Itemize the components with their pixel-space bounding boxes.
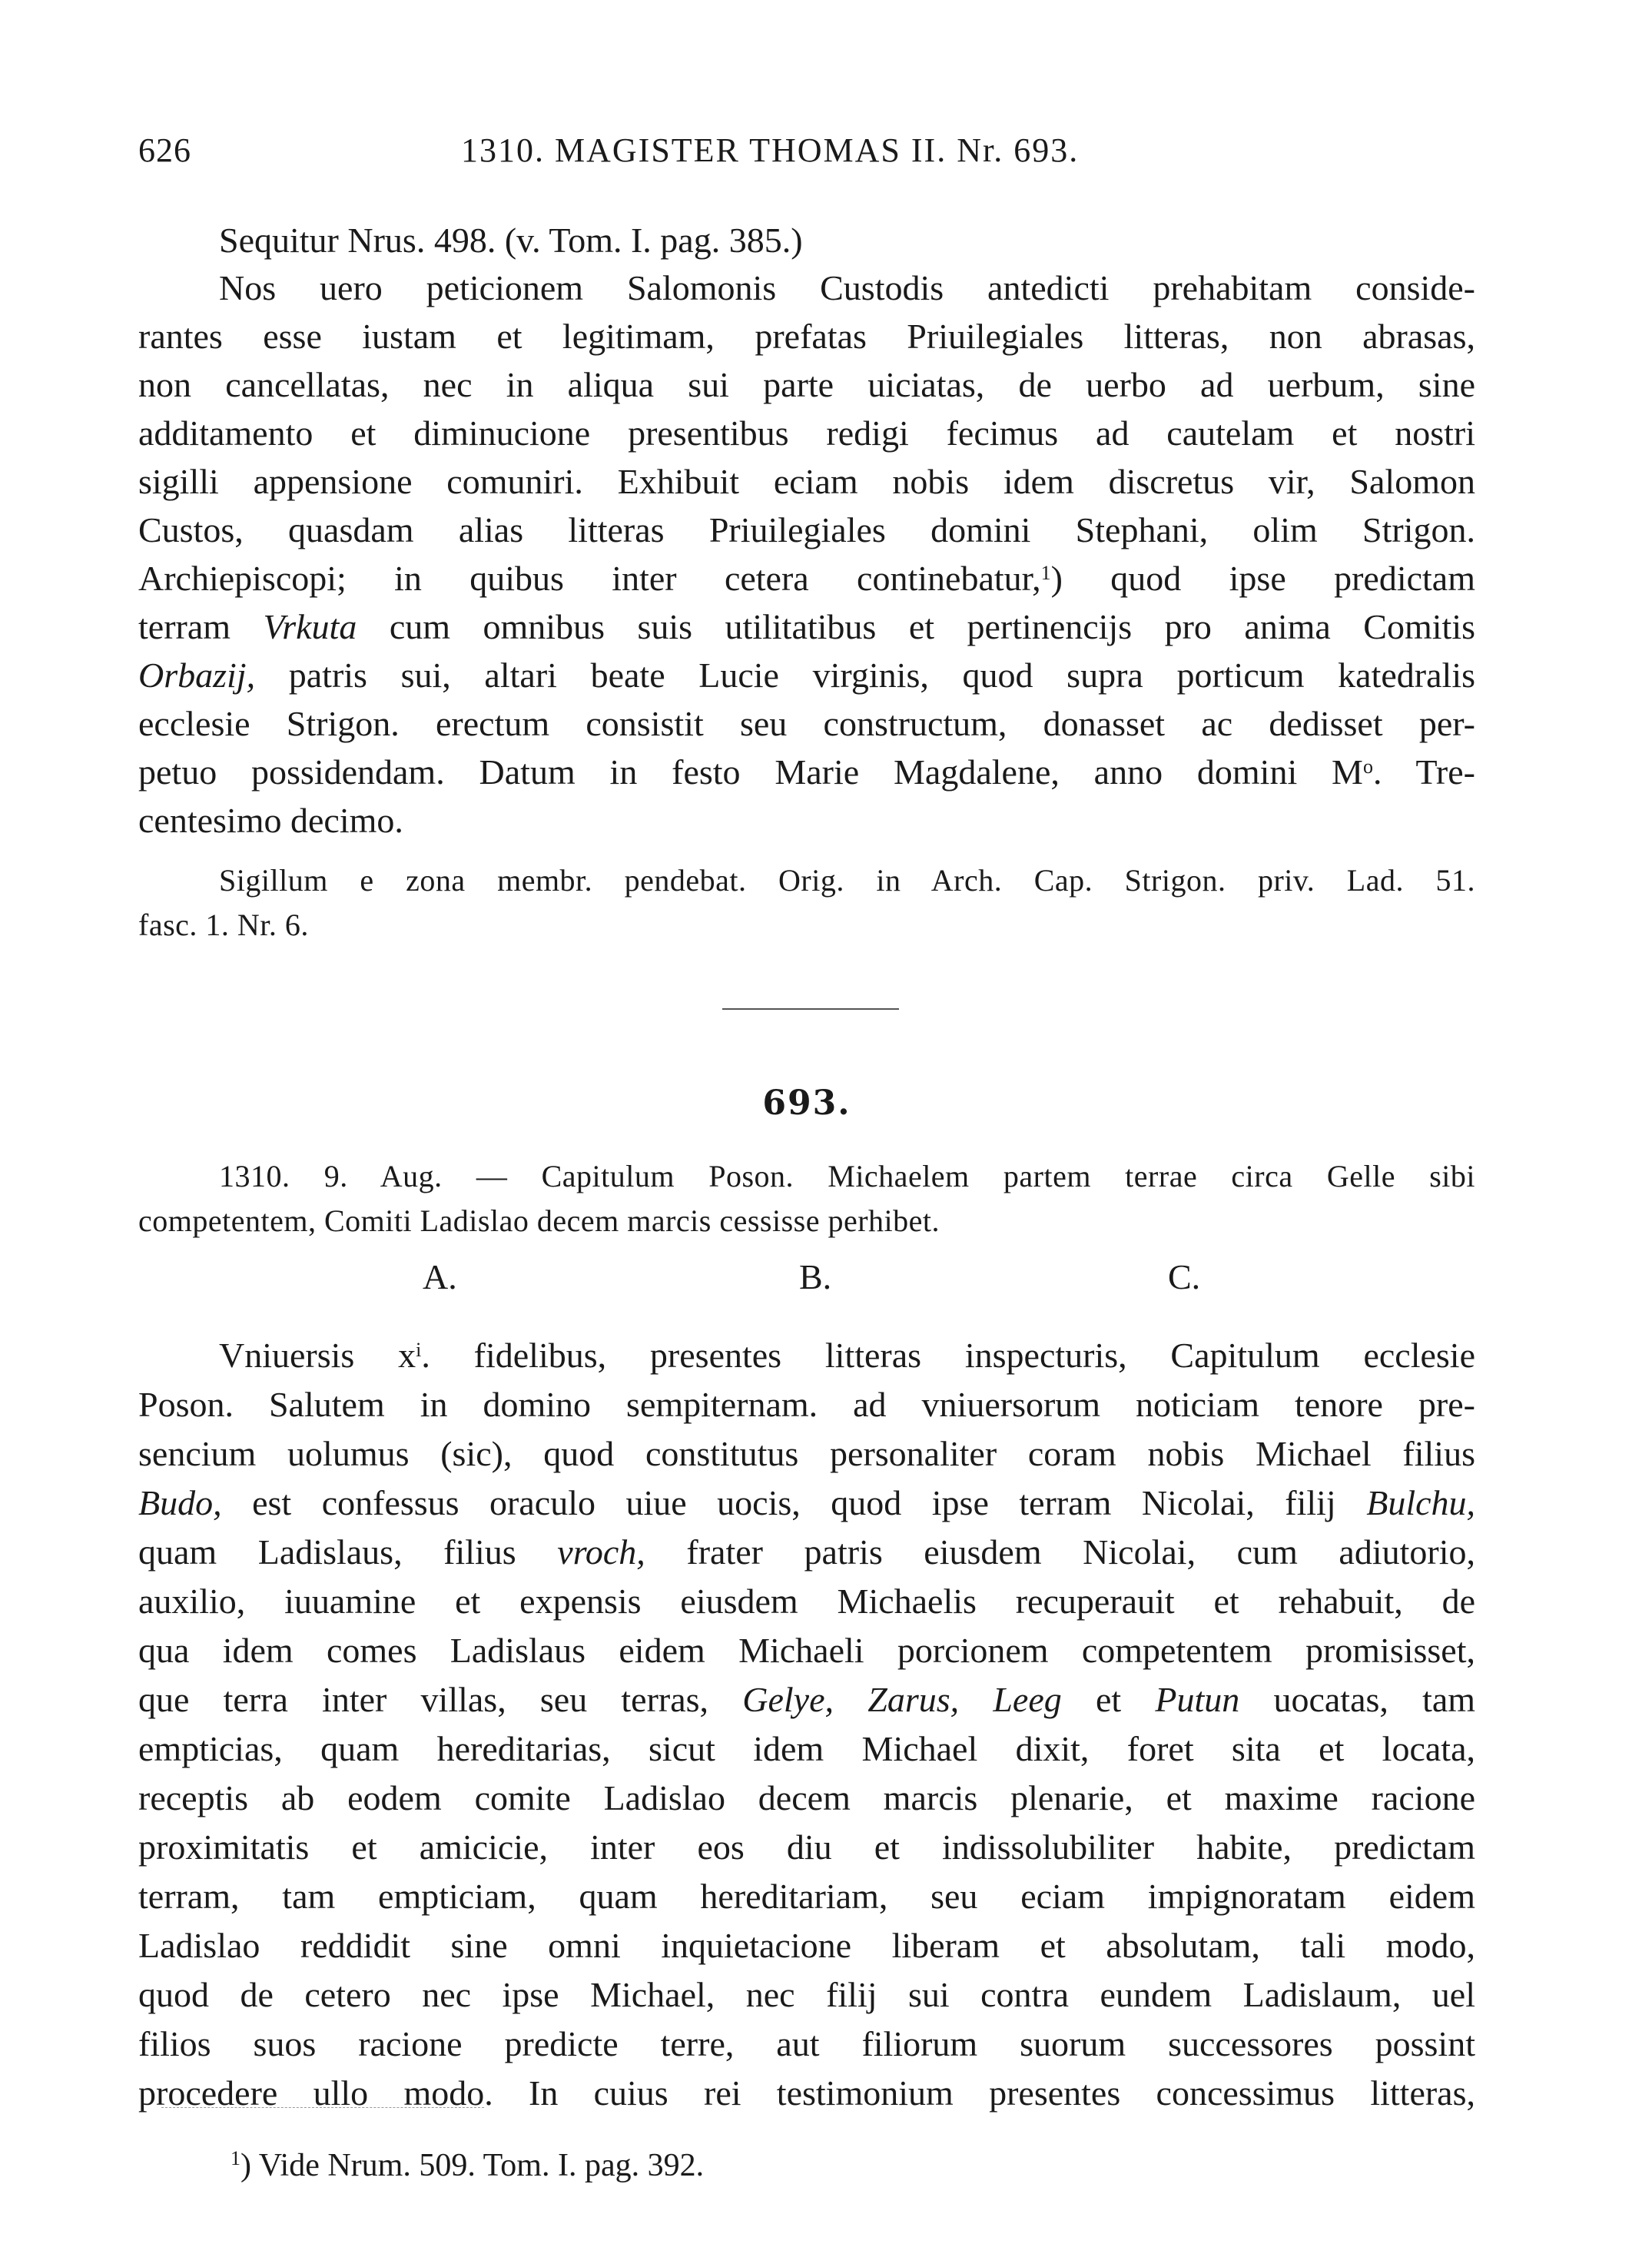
place-name: Putun (1155, 1680, 1240, 1719)
person-name: vroch, (557, 1532, 645, 1572)
text-line: non cancellatas, nec in aliqua sui parte uiciatas, de uerbo ad uerbum, sine (138, 365, 1475, 404)
version-b: B. (799, 1257, 832, 1296)
superscript: i (416, 1339, 422, 1361)
text-fragment: que terra inter villas, seu terras, (138, 1680, 709, 1719)
running-title: 1310. MAGISTER THOMAS II. Nr. 693. (461, 131, 1080, 169)
text-line: empticias, quam hereditarias, sicut idem Michael dixit, foret sita et locata, (138, 1729, 1475, 1768)
regest-line: competentem, Comiti Ladislao decem marcis cessisse perhibet. (138, 1203, 940, 1238)
text-fragment: . Tre- (1372, 752, 1475, 792)
running-head (138, 131, 1475, 177)
footnote-text: ) Vide Nrum. 509. Tom. I. pag. 392. (241, 2148, 705, 2183)
document-number: 693. (762, 1084, 851, 1123)
text-fragment: patris sui, altari beate Lucie virginis, quod supra porticum katedralis (288, 656, 1475, 695)
text-line: filios suos racione predicte terre, aut filiorum suorum successores possint (138, 2024, 1475, 2063)
person-name: Bulchu, (1366, 1483, 1476, 1522)
text-line: proximitatis et amicicie, inter eos diu et indissolubiliter habite, predictam (138, 1827, 1475, 1867)
place-name: Vrkuta (263, 607, 357, 646)
text-line: Nos uero peticionem Salomonis Custodis antedicti prehabitam conside- (219, 268, 1475, 307)
text-line: rantes esse iustam et legitimam, prefatas Priuilegiales litteras, non abrasas, (138, 317, 1475, 356)
text-line: procedere ullo modo. In cuius rei testimonium presentes concessimus litteras, (138, 2073, 1475, 2113)
book-page (138, 0, 1475, 2267)
text-line: ecclesie Strigon. erectum consistit seu constructum, donasset ac dedisset per- (138, 704, 1475, 743)
text-fragment: Vniuersis x (219, 1336, 416, 1375)
text-line (138, 1528, 1475, 1576)
footnote-mark: 1 (231, 2147, 241, 2169)
text-fragment: terram (138, 607, 231, 646)
place-name: Zarus, (867, 1680, 960, 1719)
text-line (138, 748, 1475, 796)
text-line: Poson. Salutem in domino sempiternam. ad vniuersorum noticiam tenore pre- (138, 1385, 1475, 1424)
place-name: Leeg (993, 1680, 1062, 1719)
text-line (138, 1332, 1475, 1379)
superscript: o (1362, 755, 1373, 778)
text-fragment: quod ipse predictam (1110, 559, 1475, 598)
regest-line: 1310. 9. Aug. — Capitulum Poson. Michaelem partem terrae circa Gelle sibi (219, 1159, 1475, 1193)
version-c: C. (1168, 1257, 1201, 1296)
footnote-rule (161, 2107, 484, 2108)
footnote (231, 2144, 704, 2187)
text-line: qua idem comes Ladislaus eidem Michaeli porcionem competentem promisisset, (138, 1631, 1475, 1670)
text-line: auxilio, iuuamine et expensis eiusdem Michaelis recuperauit et rehabuit, de (138, 1582, 1475, 1621)
sequitur-line: Sequitur Nrus. 498. (v. Tom. I. pag. 385.) (219, 221, 803, 260)
text-line: additamento et diminucione presentibus redigi fecimus ad cautelam et nostri (138, 413, 1475, 453)
text-line: receptis ab eodem comite Ladislao decem marcis plenarie, et maxime racione (138, 1778, 1475, 1817)
text-fragment: frater patris eiusdem Nicolai, cum adiutorio, (686, 1532, 1475, 1572)
text-line: sigilli appensione comuniri. Exhibuit eciam nobis idem discretus vir, Salomon (138, 462, 1475, 501)
text-line: terram, tam empticiam, quam hereditariam, seu eciam impignoratam eidem (138, 1877, 1475, 1916)
place-name: Gelye, (742, 1680, 834, 1719)
text-line (138, 1479, 1475, 1527)
text-line: quod de cetero nec ipse Michael, nec filij sui contra eundem Ladislaum, uel (138, 1975, 1475, 2014)
footnote-ref[interactable]: 1 (1040, 562, 1051, 584)
version-sigla (138, 1256, 1475, 1303)
seal-note: Sigillum e zona membr. pendebat. Orig. in Arch. Cap. Strigon. priv. Lad. 51. (219, 863, 1475, 898)
text-line: sencium uolumus (sic), quod constitutus personaliter coram nobis Michael filius (138, 1434, 1475, 1473)
page-number: 626 (138, 131, 191, 169)
text-fragment: est confessus oraculo uiue uocis, quod ipse terram Nicolai, filij (252, 1483, 1336, 1522)
text-line: centesimo decimo. (138, 801, 403, 840)
text-fragment: quam Ladislaus, filius (138, 1532, 516, 1572)
text-fragment: uocatas, tam (1273, 1680, 1476, 1719)
text-line: Custos, quasdam alias litteras Priuilegiales domini Stephani, olim Strigon. (138, 510, 1475, 549)
text-line (138, 555, 1475, 602)
person-name: Orbazij, (138, 656, 256, 695)
text-fragment: . fidelibus, presentes litteras inspecturis, Capitulum ecclesie (421, 1336, 1475, 1375)
text-fragment: et (1095, 1680, 1122, 1719)
version-a: A. (423, 1257, 457, 1296)
seal-note: fasc. 1. Nr. 6. (138, 908, 309, 942)
text-line (138, 652, 1475, 699)
text-fragment: Archiepiscopi; in quibus inter cetera continebatur, (138, 559, 1041, 598)
person-name: Budo, (138, 1483, 222, 1522)
section-divider (722, 1008, 899, 1010)
text-line (138, 603, 1475, 651)
text-fragment: ) (1050, 559, 1111, 598)
text-fragment: cum omnibus suis utilitatibus et pertinencijs pro anima Comitis (389, 607, 1476, 646)
text-line (138, 1676, 1475, 1724)
text-fragment: petuo possidendam. Datum in festo Marie Magdalene, anno domini M (138, 752, 1363, 792)
text-line: Ladislao reddidit sine omni inquietacione liberam et absolutam, tali modo, (138, 1926, 1475, 1965)
